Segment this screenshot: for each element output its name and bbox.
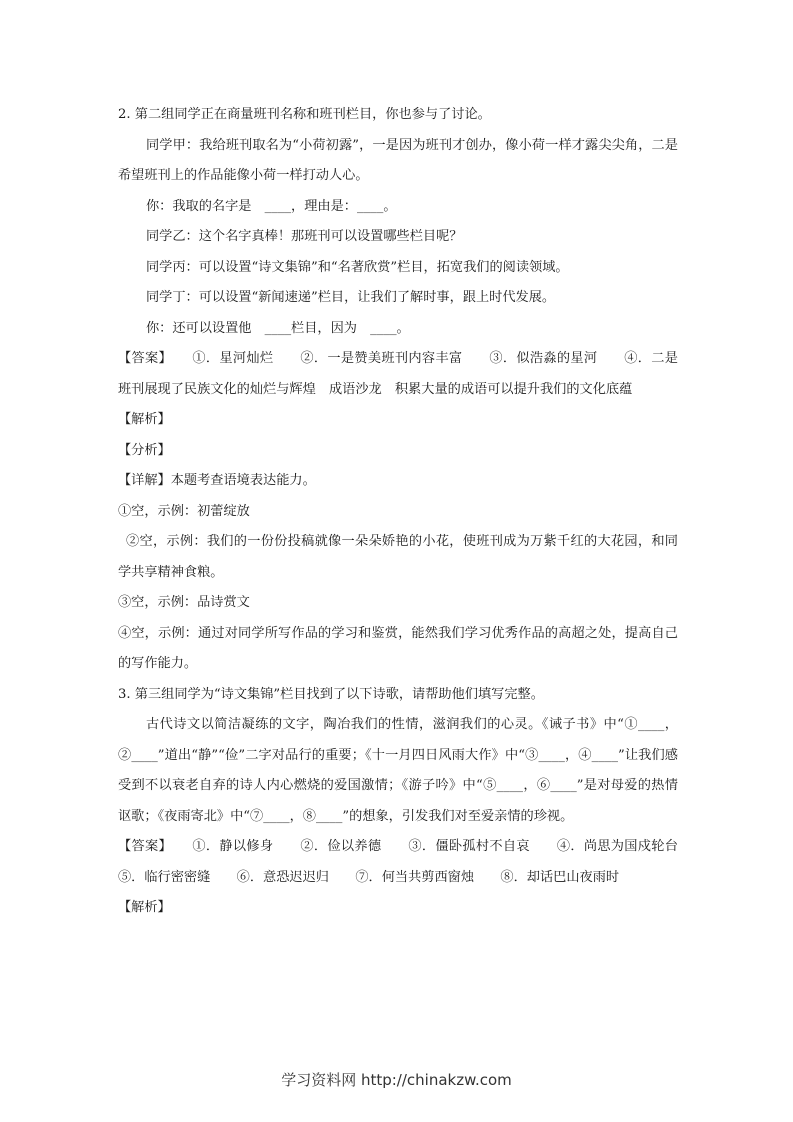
explanation-blank-3: ③空，示例：品诗赏文	[118, 595, 250, 610]
analysis-subheading-2: 【分析】	[118, 442, 171, 458]
dialogue-student-a: 同学甲：我给班刊取名为“小荷初露”，一是因为班刊才创办，像小荷一样才露尖尖角，二是希望班刊上的作品能像小荷一样打动人心。	[118, 137, 678, 183]
analysis-heading-2: 【解析】	[118, 412, 171, 427]
question-2-stem: 2. 第二组同学正在商量班刊名称和班刊栏目，你也参与了讨论。	[118, 107, 491, 122]
question-3-stem: 3. 第三组同学为“诗文集锦”栏目找到了以下诗歌，请帮助他们填写完整。	[118, 686, 544, 702]
document-body	[118, 100, 705, 924]
dialogue-you-column: 你：还可以设置他 ____栏目，因为 ____。	[146, 320, 410, 336]
answer-block-2: 【答案】 ①．星河灿烂 ②．一是赞美班刊内容丰富 ③．似浩淼的星河 ④．二是班刊展现了民族文化的灿烂与辉煌 成语沙龙 积累大量的成语可以提升我们的文化底蕴	[118, 351, 678, 397]
explanation-intro-2: 【详解】本题考查语境表达能力。	[118, 473, 316, 488]
page-footer: 学习资料网 http://chinakzw.com	[281, 1071, 512, 1089]
question-3-passage: 古代诗文以简洁凝练的文字，陶冶我们的性情，滋润我们的心灵。《诫子书》中“①____，②____”道出“静”“俭”二字对品行的重要；《十一月四日风雨大作》中“③____，④____”让我们感受到不以衰老自弃的诗人内心燃烧的爱国激情；《游子吟》中“⑤____，⑥____”是对母爱的热情讴歌；《夜雨寄北》中“⑦____，⑧____”的想象，引发我们对至爱亲情的珍视。	[118, 717, 678, 824]
dialogue-you-name: 你：我取的名字是 ____，理由是：____。	[146, 198, 397, 214]
dialogue-student-c: 同学丙：可以设置“诗文集锦”和“名著欣赏”栏目，拓宽我们的阅读领域。	[146, 259, 569, 275]
dialogue-student-b: 同学乙：这个名字真棒！那班刊可以设置哪些栏目呢？	[146, 229, 463, 244]
explanation-blank-1: ①空，示例：初蕾绽放	[118, 503, 250, 519]
explanation-blank-2: ②空，示例：我们的一份份投稿就像一朵朵娇艳的小花，使班刊成为万紫千红的大花园，和同学共享精神食粮。	[118, 534, 678, 580]
analysis-heading-3: 【解析】	[118, 900, 171, 915]
dialogue-student-d: 同学丁：可以设置“新闻速递”栏目，让我们了解时事，跟上时代发展。	[146, 290, 556, 305]
explanation-blank-4: ④空，示例：通过对同学所写作品的学习和鉴赏，能然我们学习优秀作品的高超之处，提高自己的写作能力。	[118, 625, 678, 671]
answer-block-3: 【答案】 ①．静以修身 ②．俭以养德 ③．僵卧孤村不自哀 ④．尚思为国戍轮台 ⑤．临行密密缝 ⑥．意恐迟迟归 ⑦．何当共剪西窗烛 ⑧．却话巴山夜雨时	[118, 839, 705, 885]
